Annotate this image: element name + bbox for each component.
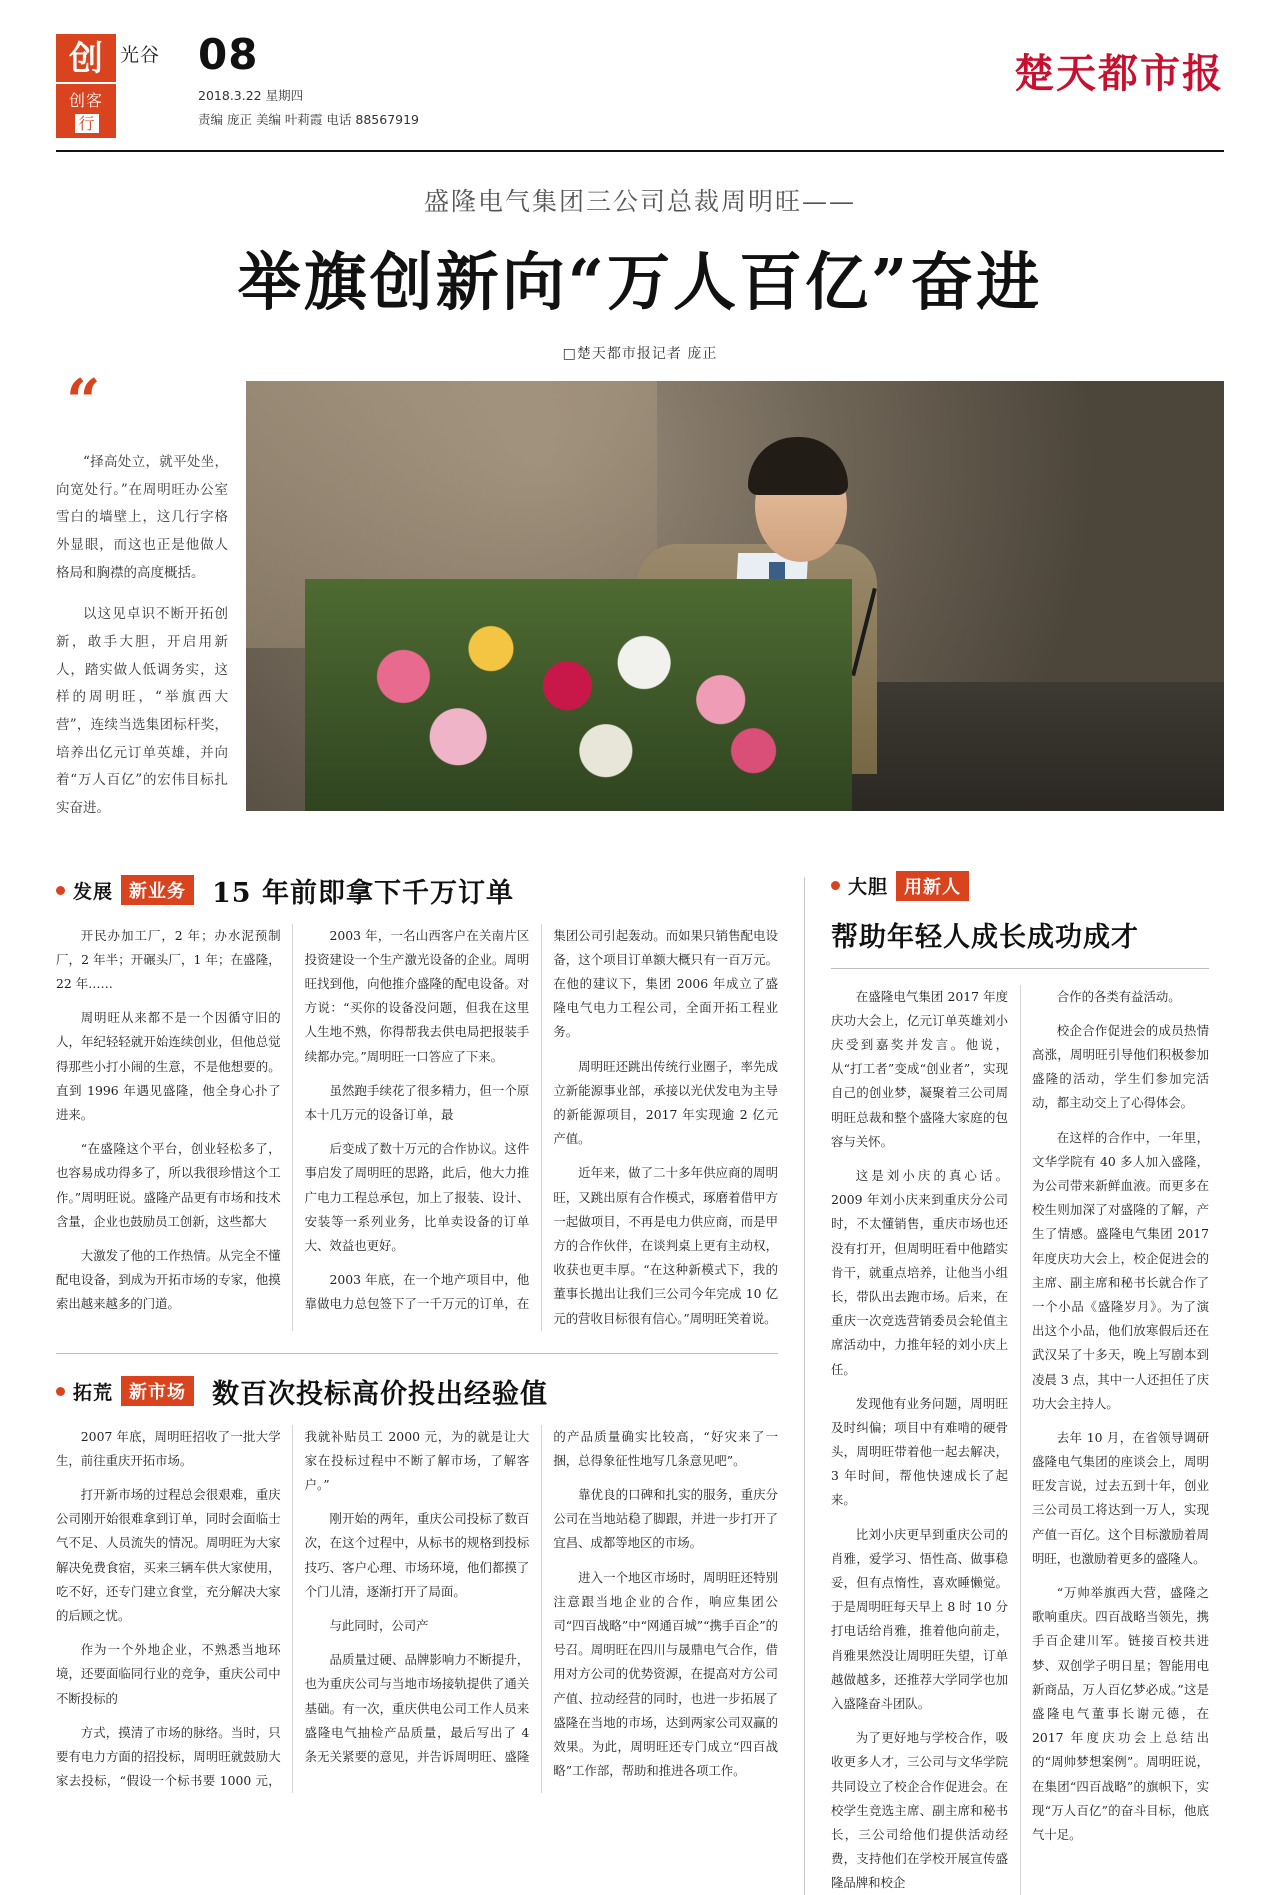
paragraph: 发现他有业务问题，周明旺及时纠偏；项目中有难啃的硬骨头，周明旺带着他一起去解决，3 年时间，帮他快速成长了起来。 bbox=[831, 1395, 1008, 1508]
section-kicker: 发展 bbox=[73, 880, 114, 903]
paragraph: 在盛隆电气集团 2017 年度庆功大会上，亿元订单英雄刘小庆受到嘉奖并发言。他说，从“打工者”变成“创业者”，实现自己的创业梦，凝聚着三公司周明旺总裁和整个盛隆大家庭的包容与关怀。 bbox=[831, 988, 1008, 1149]
section-header-talent bbox=[831, 871, 1209, 901]
dateline: 2018.3.22 星期四 bbox=[198, 88, 304, 103]
section-develop-text bbox=[56, 924, 778, 1331]
paragraph: 刚开始的两年，重庆公司投标了数百次，在这个过程中，从标书的规格到投标技巧、客户心理、市场环境，他们都摸了个门儿清，逐渐打开了局面。 bbox=[304, 1511, 530, 1599]
paragraph: 作为一个外地企业，不熟悉当地环境，还要面临同行业的竞争，重庆公司中不断投标的 bbox=[56, 1642, 281, 1706]
paragraph: 虽然跑手续花了很多精力，但一个原本十几万元的设备订单，最 bbox=[304, 1082, 530, 1123]
column-divider bbox=[804, 877, 805, 1895]
paragraph: 周明旺从来都不是一个因循守旧的人，年纪轻轻就开始连续创业，但他总觉得那些小打小闹的生意，不是他想要的。直到 1996 年遇见盛隆，他全身心扑了进来。 bbox=[56, 1010, 281, 1123]
paragraph: 比刘小庆更早到重庆公司的肖雅，爱学习、悟性高、做事稳妥，但有点惰性，喜欢睡懒觉。于是周明旺每天早上 8 时 10 分打电话给肖雅，推着他向前走，肖雅果然没让周明旺失望，订单越做越多，还推荐大学同学也加入盛隆奋斗团队。 bbox=[831, 1526, 1008, 1711]
section-title: 数百次投标高价投出经验值 bbox=[212, 1378, 549, 1410]
brand-name: 楚天都市报 bbox=[1014, 50, 1224, 97]
paragraph: 去年 10 月，在省领导调研盛隆电气集团的座谈会上，周明旺发言说，过去五到十年，创业三公司员工将达到一万人，实现产值一百亿。这个目标激励着周明旺，也激励着更多的盛隆人。 bbox=[1032, 1429, 1209, 1566]
paragraph: “在盛隆这个平台，创业轻松多了，也容易成功得多了，所以我很珍惜这个工作。”周明旺说。盛隆产品更有市场和技术含量，企业也鼓励员工创新，这些都大 bbox=[56, 1141, 281, 1229]
paragraph: 2007 年底，周明旺招收了一批大学生，前往重庆开拓市场。 bbox=[56, 1428, 281, 1468]
bullet-dot-icon bbox=[831, 881, 840, 890]
section-tag-badge: 新业务 bbox=[121, 875, 194, 905]
section-title: 帮助年轻人成长成功成才 bbox=[831, 921, 1139, 953]
paragraph: 方式，摸清了市场的脉络。当时，只要有电力方面的招投标，周明旺就鼓励大家去投标，“假设一个标书要 1000 元，我就补贴员工 2000 元，为的就是让大家在投标过程中不断了解市场，了解客户。” bbox=[56, 1428, 530, 1789]
section-title: 15 年前即拿下千万订单 bbox=[212, 877, 514, 909]
pull-quote-paragraph: “择高处立，就平处坐，向宽处行。”在周明旺办公室雪白的墙壁上，这几行字格外显眼，而这也正是他做人格局和胸襟的高度概括。 bbox=[56, 454, 228, 581]
paragraph: 进入一个地区市场时，周明旺还特别注意跟当地企业的合作，响应集团公司“四百战略”中“网通百城”“携手百企”的号召。周明旺在四川与晟鼎电气合作，借用对方公司的优势资源，在提高对方公司产值、拉动经营的同时，也进一步拓展了盛隆在当地的市场，达到两家公司双赢的效果。为此，周明旺还专门成立“四百战略”工作部，帮助和推进各项工作。 bbox=[553, 1569, 778, 1779]
headline-block bbox=[0, 182, 1280, 363]
paragraph: 这是刘小庆的真心话。2009 年刘小庆来到重庆分公司时，不太懂销售，重庆市场也还没有打开，但周明旺看中他踏实肯干，就重点培养，让他当小组长，带队出去跑市场。后来，在重庆一次竞选营销委员会轮值主席活动中，力推年轻的刘小庆上任。 bbox=[831, 1168, 1008, 1377]
section-kicker: 大胆 bbox=[848, 876, 889, 899]
section-header-develop bbox=[56, 871, 778, 910]
lead-photo bbox=[246, 381, 1224, 811]
bullet-dot-icon bbox=[56, 886, 65, 895]
pull-quote-paragraph: 以这见卓识不断开拓创新，敢手大胆，开启用新人，踏实做人低调务实，这样的周明旺，“举旗西大营”，连续当选集团标杆奖，培养出亿元订单英雄，并向着“万人百亿”的宏伟目标扎实奋进。 bbox=[56, 606, 228, 817]
hero-section bbox=[0, 367, 1280, 837]
logo-guanggu-label: 光谷 bbox=[120, 44, 161, 66]
section-tag-badge: 新市场 bbox=[121, 1376, 194, 1406]
brand-nameplate bbox=[1014, 34, 1224, 99]
section-talent-text bbox=[831, 985, 1209, 1895]
logo-top-char: 创 bbox=[56, 34, 116, 82]
paragraph: 大激发了他的工作热情。从完全不懂配电设备，到成为开拓市场的专家，他摸索出越来越多的门道。 bbox=[56, 1247, 281, 1312]
page-number: 08 bbox=[198, 30, 259, 79]
masthead bbox=[0, 0, 1280, 138]
logo-bottom-label: 创客 bbox=[68, 91, 103, 110]
paragraph: 为了更好地与学校合作，吸收更多人才，三公司与文华学院共同设立了校企合作促进会。在校学生竞选主席、副主席和秘书长，三公司给他们提供活动经费，支持他们在学校开展宣传盛隆品牌和校企 bbox=[831, 1730, 1008, 1891]
article-body bbox=[0, 871, 1280, 1895]
publication-logo bbox=[56, 30, 420, 138]
shoulder-headline: 盛隆电气集团三公司总裁周明旺—— bbox=[423, 187, 856, 216]
paragraph: 2003 年底，在一个地产项目中，他靠做电力总包签下了一千万元的订单，在集团公司引起轰动。而如果只销售配电设备，这个项目订单额大概只有一百万元。在他的建议下，集团 2006 年成立了盛隆电气电力工程公司，全面开拓工程业务。 bbox=[304, 927, 778, 1312]
section-market-text bbox=[56, 1425, 778, 1794]
paragraph: 近年来，做了二十多年供应商的周明旺，又跳出原有合作模式，琢磨着借甲方一起做项目，不再是电力供应商，而是甲方的合作伙伴，在谈判桌上更有主动权，收获也更丰厚。“在这种新模式下，我的董事长拋出让我们三公司今年完成 10 亿元的营收目标很有信心。”周明旺笑着说。 bbox=[553, 1165, 778, 1326]
paragraph: 与此同时，公司产 bbox=[329, 1618, 429, 1634]
photo-flower-arrangement bbox=[305, 579, 853, 811]
paragraph: 周明旺还跳出传统行业圈子，率先成立新能源事业部，承接以光伏发电为主导的新能源项目，2017 年实现逾 2 亿元产值。 bbox=[553, 1058, 778, 1147]
left-column-zone bbox=[56, 871, 778, 1895]
right-column-zone bbox=[831, 871, 1209, 1895]
quote-mark-icon: “ bbox=[66, 367, 97, 437]
paragraph: 合作的各类有益活动。 bbox=[1056, 988, 1181, 1004]
paragraph: 校企合作促进会的成员热情高涨，周明旺引导他们积极参加盛隆的活动，学生们参加完活动，都主动交上了心得体会。 bbox=[1032, 1022, 1209, 1111]
section-divider bbox=[831, 968, 1209, 969]
section-tag-badge: 用新人 bbox=[896, 871, 969, 901]
section-header-market bbox=[56, 1372, 778, 1411]
pull-quote bbox=[56, 367, 246, 837]
paragraph: 品质量过硬、品牌影响力不断提升，也为重庆公司与当地市场接轨提供了通关基础。有一次，重庆供电公司工作人员来盛隆电气抽检产品质量，最后写出了 4 条无关紧要的意见，并告诉周明旺、盛隆的产品质量确实比较高，“好灾来了一捆，总得象征性地写几条意见吧”。 bbox=[304, 1428, 778, 1764]
section-divider bbox=[56, 1353, 778, 1354]
logo-bottom bbox=[56, 84, 116, 138]
paragraph: 开民办加工厂，2 年；办水泥预制厂，2 年半；开碾头厂，1 年；在盛隆，22 年…… bbox=[56, 927, 281, 992]
editor-credits: 责编 庞正 美编 叶莉霞 电话 88567919 bbox=[198, 112, 420, 127]
logo-bottom-accent: 行 bbox=[75, 114, 98, 133]
paragraph: “万帅举旗西大营，盛隆之歌响重庆。四百战略当领先，携手百企建川军。链接百校共进梦、双创学子明日星；智能用电新商品，万人百亿梦必成。”这是盛隆电气董事长谢元德，在 2017 年度庆功会上总结出的“周帅梦想案例”。周明旺说，在集团“四百战略”的旗帜下，实现“万人百亿”的奋斗目标，他底气十足。 bbox=[1032, 1585, 1209, 1842]
bullet-dot-icon bbox=[56, 1387, 65, 1396]
section-kicker: 拓荒 bbox=[73, 1381, 114, 1404]
paragraph: 靠优良的口碑和扎实的服务，重庆分公司在当地站稳了脚跟，并进一步打开了宜昌、成都等地区的市场。 bbox=[553, 1487, 778, 1551]
paragraph: 2003 年，一名山西客户在关南片区投资建设一个生产激光设备的企业。周明旺找到他，向他推介盛隆的配电设备。对方说：“买你的设备没问题，但我在这里人生地不熟，你得帮我去供电局把报装手续都办完。”周明旺一口答应了下来。 bbox=[304, 927, 530, 1064]
byline: □楚天都市报记者 庞正 bbox=[562, 346, 718, 362]
masthead-rule bbox=[56, 150, 1224, 152]
paragraph: 在这样的合作中，一年里，文华学院有 40 多人加入盛隆，为公司带来新鲜血液。而更多在校生则加深了对盛隆的了解，产生了情感。盛隆电气集团 2017 年度庆功大会上，校企促进会的主席、副主席和秘书长就合作了一个小品《盛隆岁月》。为了演出这个小品，他们放寒假后还在武汉呆了十多天，晚上写剧本到凌晨 3 点，其中一人还担任了庆功大会主持人。 bbox=[1032, 1129, 1209, 1411]
paragraph: 打开新市场的过程总会很艰难，重庆公司刚开始很难拿到订单，同时会面临士气不足、人员流失的情况。周明旺为大家解决免费食宿，买来三辆车供大家使用，吃不好，还专门建立食堂，充分解决大家的后顾之忧。 bbox=[56, 1487, 281, 1624]
page-title: 举旗创新向“万人百亿”奋进 bbox=[237, 245, 1043, 319]
paragraph: 后变成了数十万元的合作协议。这件事启发了周明旺的思路，此后，他大力推广电力工程总承包，加上了报装、设计、安装等一系列业务，比单卖设备的订单大、效益也更好。 bbox=[304, 1141, 530, 1253]
pull-quote-text bbox=[56, 449, 228, 823]
